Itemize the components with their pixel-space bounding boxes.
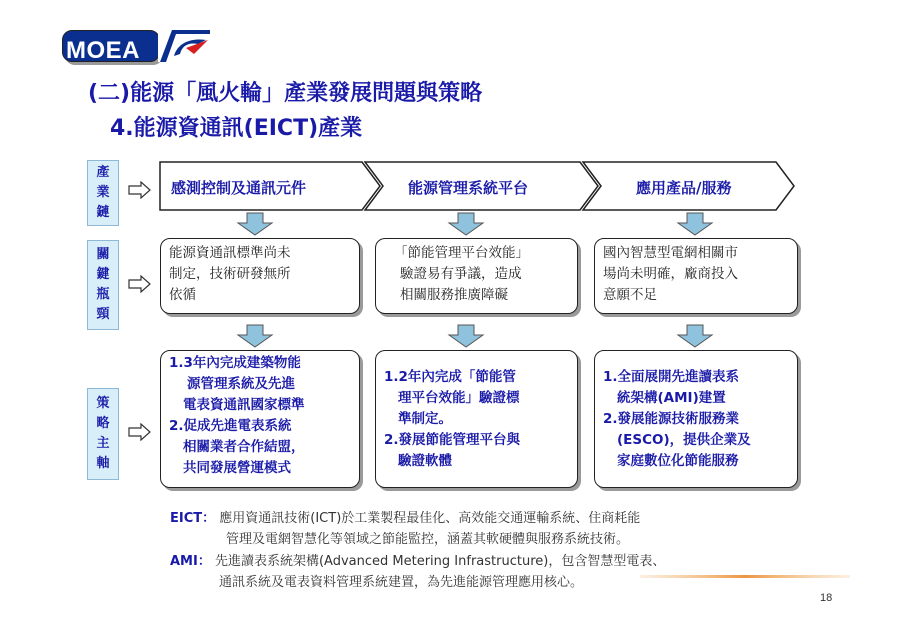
down-arrow-icon — [676, 212, 714, 236]
side-label-bottleneck: 關 鍵 瓶 頸 — [87, 240, 119, 330]
side-label-strategy: 策 略 主 軸 — [87, 388, 119, 480]
footer-decoration — [640, 571, 850, 583]
down-arrow-icon — [447, 212, 485, 236]
page-title: (二)能源「風火輪」產業發展問題與策略 — [88, 81, 483, 106]
strategy-box: 1.2年內完成「節能管 理平台效能」驗證標 準制定。 2.發展節能管理平台與 驗證軟體 — [375, 350, 578, 488]
strategy-box: 1.3年內完成建築物能 源管理系統及先進 電表資通訊國家標準 2.促成先進電表系統 相關業者合作結盟， 共同發展營運模式 — [160, 350, 360, 488]
ami-note — [170, 551, 665, 572]
ami-text-1: 先進讀表系統架構(Advanced Metering Infrastructure)，包含智慧型電表、 — [214, 554, 666, 569]
moea-logo — [62, 30, 210, 62]
bottleneck-box: 國內智慧型電網相關市 場尚未明確，廠商投入 意願不足 — [594, 238, 798, 314]
eict-text-1: 應用資通訊技術(ICT)於工業製程最佳化、高效能交通運輸系統、住商耗能 — [219, 511, 641, 526]
down-arrow-icon — [676, 324, 714, 348]
bottleneck-box: 能源資通訊標準尚未 制定，技術研發無所 依循 — [160, 238, 360, 314]
page-subtitle: 4.能源資通訊(EICT)產業 — [110, 116, 363, 141]
page-number: 18 — [820, 592, 833, 604]
down-arrow-icon — [447, 324, 485, 348]
ami-text-2: 通訊系統及電表資料管理系統建置，為先進能源管理應用核心。 — [219, 575, 584, 590]
right-arrow-icon — [128, 275, 152, 293]
eict-label: EICT： — [170, 511, 216, 526]
chain-item-platform: 能源管理系統平台 — [408, 179, 529, 197]
right-arrow-icon — [128, 423, 152, 441]
chain-item-service: 應用產品/服務 — [636, 179, 732, 197]
ami-label: AMI： — [170, 554, 211, 569]
eict-note — [170, 508, 640, 529]
down-arrow-icon — [236, 324, 274, 348]
bottleneck-box: 「節能管理平台效能」 驗證易有爭議，造成 相關服務推廣障礙 — [375, 238, 578, 314]
down-arrow-icon — [236, 212, 274, 236]
right-arrow-icon — [128, 181, 152, 199]
chain-item-sensing: 感測控制及通訊元件 — [171, 179, 307, 197]
logo-text: MOEA — [62, 30, 160, 62]
eict-text-2: 管理及電網智慧化等領域之節能監控，涵蓋其軟硬體與服務系統技術。 — [226, 532, 630, 547]
side-label-chain: 產 業 鏈 — [87, 160, 119, 226]
strategy-box: 1.全面展開先進讀表系 統架構(AMI)建置 2.發展能源技術服務業 (ESCO)，提供企業及 家庭數位化節能服務 — [594, 350, 798, 488]
logo-swoosh-icon — [158, 30, 210, 62]
